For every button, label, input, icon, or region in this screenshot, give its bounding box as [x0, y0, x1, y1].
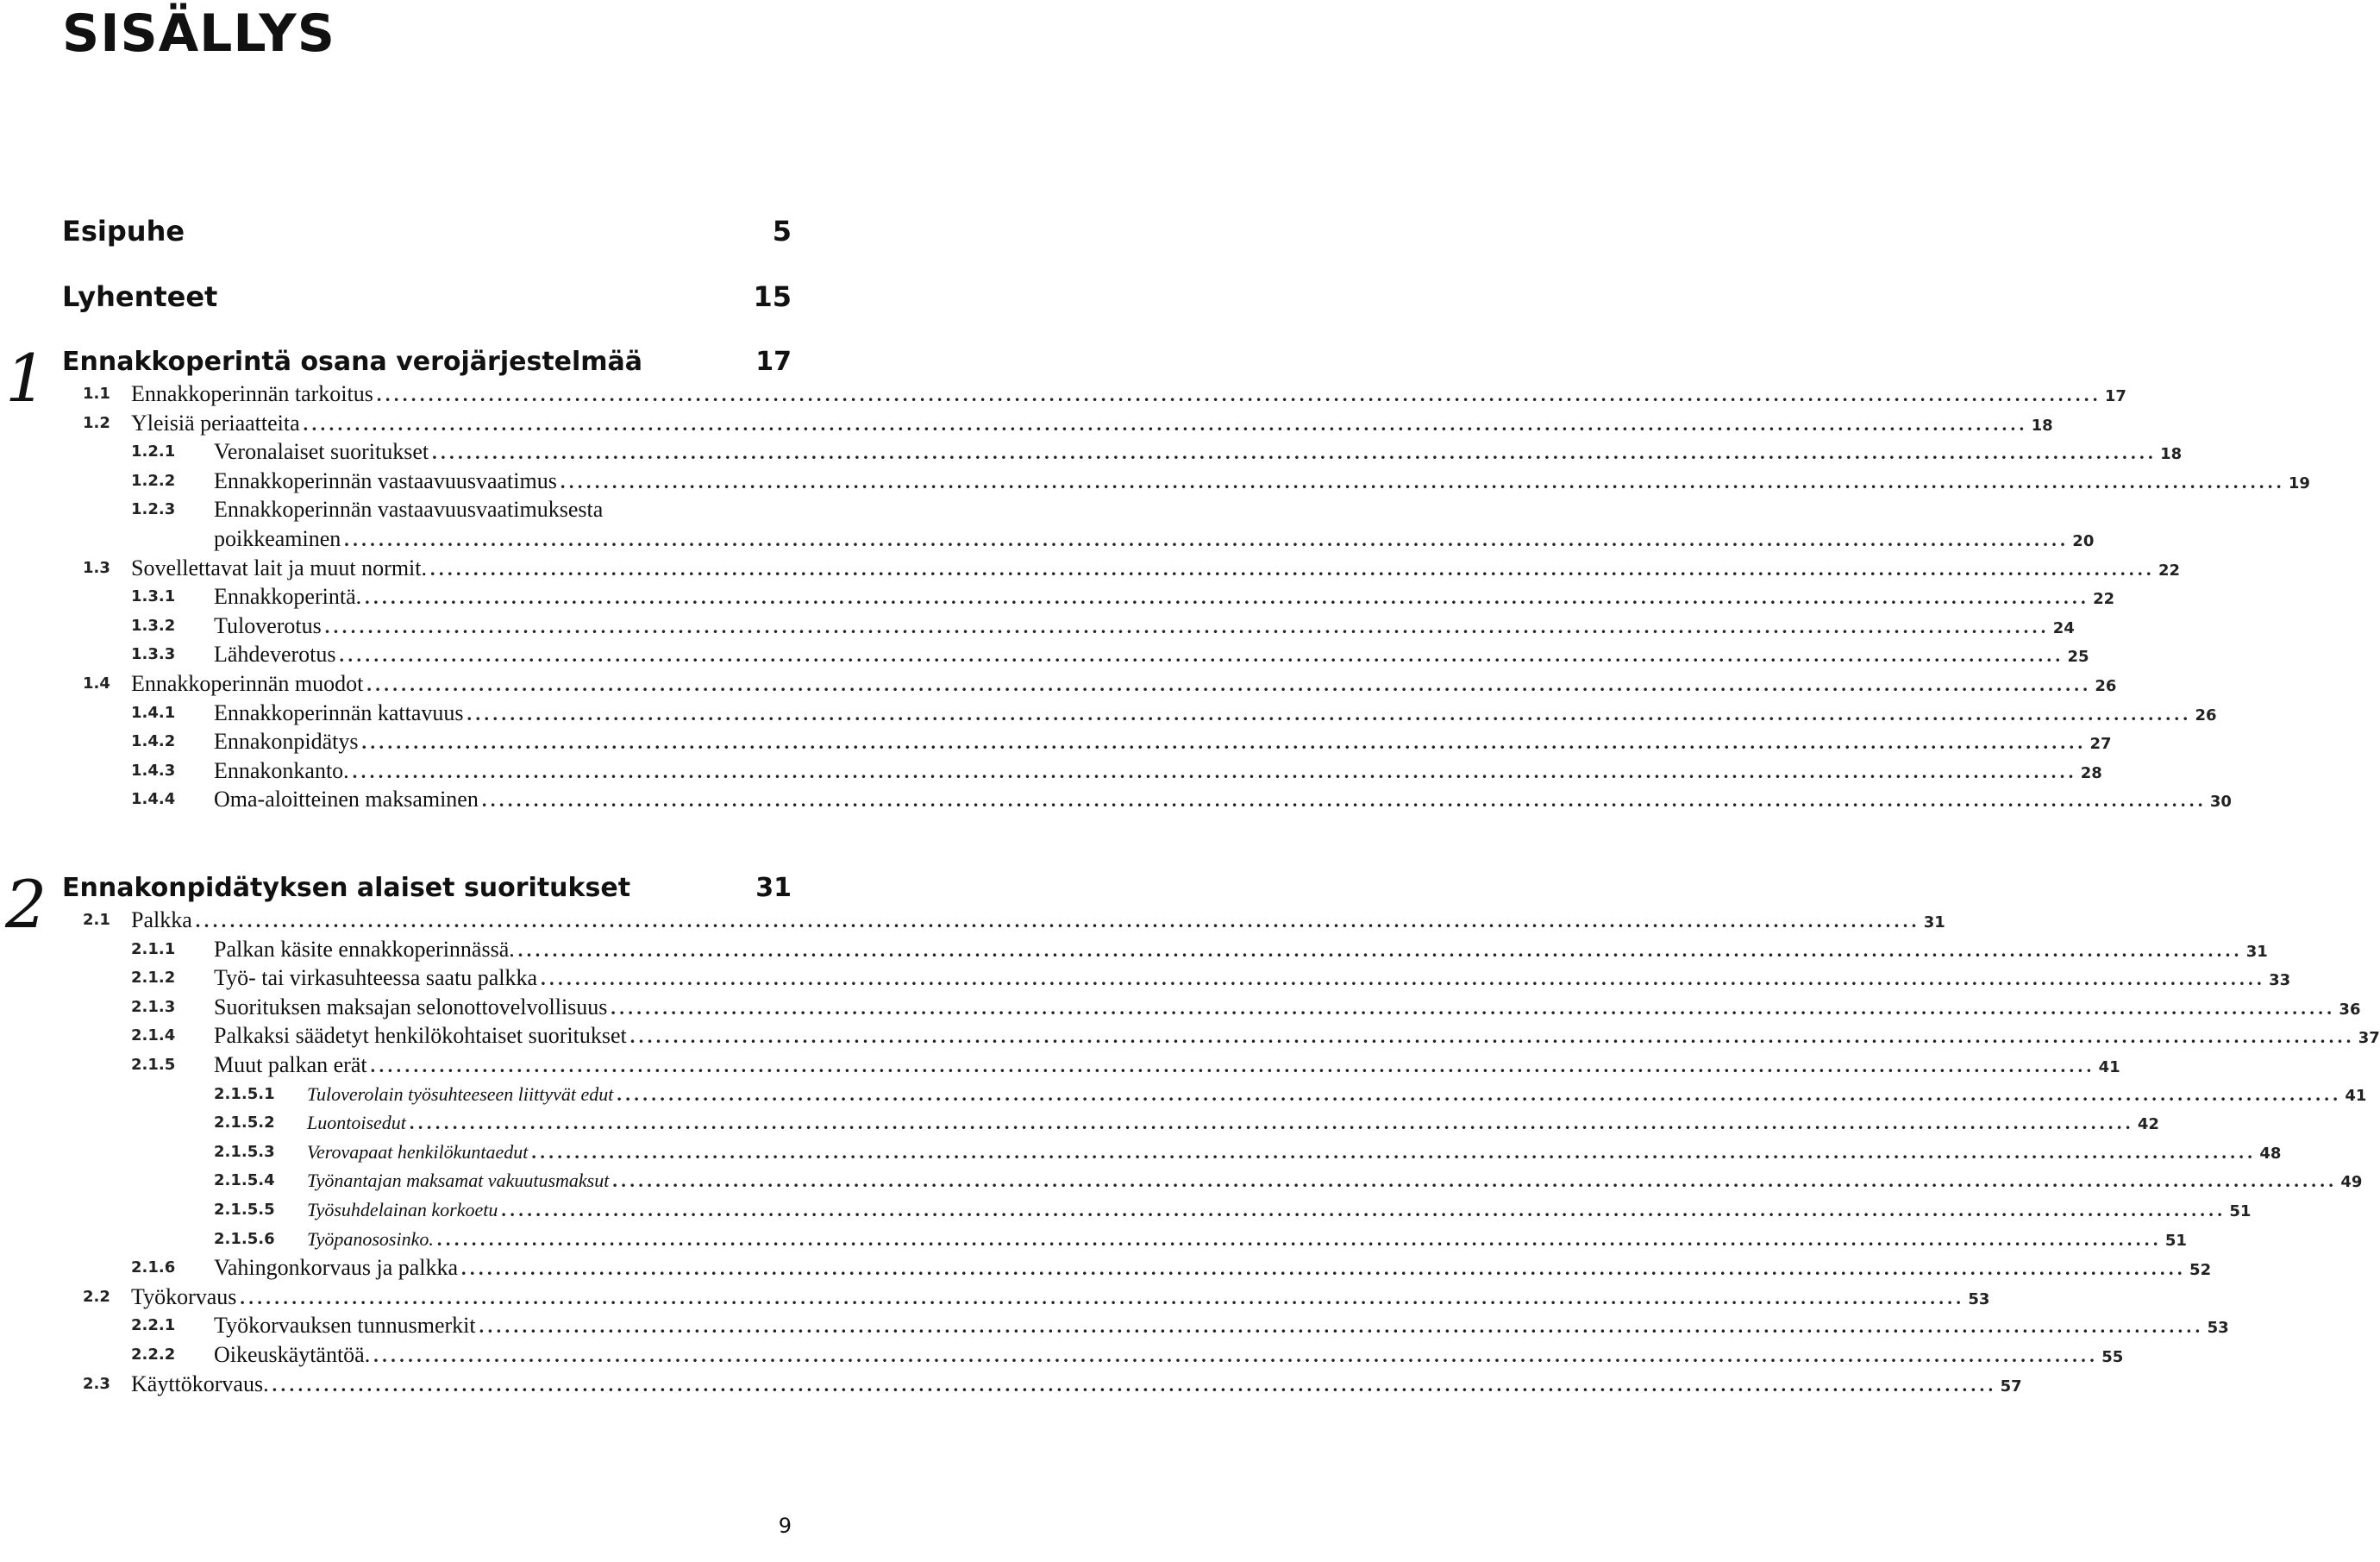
- chapter-1-entries: [0, 380, 2310, 814]
- chapter-heading[interactable]: [62, 343, 792, 381]
- toc-entry-title: Verovapaat henkilökuntaedut: [307, 1140, 529, 1163]
- chapter-title: Ennakonpidätyksen alaiset suoritukset: [62, 873, 631, 903]
- toc-entry-body: [214, 524, 2095, 556]
- toc-entry[interactable]: [0, 1370, 2022, 1399]
- dot-leader: ........................................................................................................................................................................................................: [303, 412, 2028, 435]
- chapter-page: 31: [755, 873, 792, 903]
- toc-entry[interactable]: [0, 756, 2102, 786]
- toc-entry-page: 36: [2339, 1000, 2361, 1019]
- toc-entry[interactable]: [0, 409, 2053, 438]
- toc-entry-title: Ennakkoperinnän tarkoitus: [131, 381, 373, 406]
- toc-entry-page: 53: [1968, 1289, 1990, 1308]
- dot-leader: ........................................................................................................................................................................................................: [436, 1227, 2162, 1250]
- toc-entry-number: 2.1.1: [131, 939, 176, 958]
- toc-entry-body: [131, 906, 1945, 938]
- dot-leader: ........................................................................................................................................................................................................: [629, 1026, 2355, 1048]
- toc-entry-number: 2.1.5.2: [214, 1113, 275, 1132]
- toc-entry[interactable]: [0, 1225, 2187, 1254]
- toc-entry-title: Palkaksi säädetyt henkilökohtaiset suoritukset: [214, 1023, 627, 1049]
- toc-entry-title: Työkorvauksen tunnusmerkit: [214, 1313, 476, 1339]
- toc-entry-page: 33: [2269, 971, 2291, 990]
- toc-entry-title: Ennakonkanto.: [214, 757, 349, 783]
- toc-entry-page: 37: [2358, 1029, 2380, 1048]
- toc-entry-number: 2.2: [83, 1287, 110, 1306]
- toc-entry-page: 41: [2345, 1086, 2367, 1105]
- dot-leader: ........................................................................................................................................................................................................: [612, 1170, 2338, 1192]
- toc-entry-page: 22: [2158, 561, 2181, 580]
- toc-entry-page: 20: [2072, 531, 2095, 550]
- toc-entry-page: 52: [2189, 1261, 2212, 1280]
- toc-entry-page: 26: [2095, 676, 2117, 695]
- toc-entry[interactable]: [0, 1080, 2367, 1109]
- toc-entry-number: 2.2.1: [131, 1316, 176, 1335]
- toc-entry-title: Ennakkoperinnän kattavuus: [214, 699, 464, 725]
- chapter-number: 1: [5, 340, 47, 417]
- toc-entry[interactable]: [0, 1108, 2159, 1138]
- dot-leader: ........................................................................................................................................................................................................: [373, 1344, 2099, 1366]
- toc-entry-body: [214, 582, 2115, 614]
- dot-leader: ........................................................................................................................................................................................................: [467, 702, 2192, 725]
- dot-leader: ........................................................................................................................................................................................................: [560, 470, 2285, 492]
- toc-entry-body: [214, 1021, 2380, 1053]
- toc-entry-body: [131, 1283, 1990, 1314]
- dot-leader: ........................................................................................................................................................................................................: [501, 1198, 2227, 1220]
- dot-leader: ........................................................................................................................................................................................................: [324, 615, 2050, 637]
- toc-entry-title: Lähdeverotus: [214, 642, 336, 668]
- toc-entry-page: 18: [2031, 416, 2053, 435]
- toc-entry-body: [307, 1138, 2282, 1169]
- toc-entry-number: 2.1.5.5: [214, 1200, 275, 1219]
- toc-entry-page: 53: [2207, 1319, 2229, 1338]
- toc-entry-number: 2.1.5.4: [214, 1171, 275, 1190]
- toc-entry-title: Vahingonkorvaus ja palkka: [214, 1255, 459, 1281]
- dot-leader: ........................................................................................................................................................................................................: [339, 644, 2064, 667]
- toc-entry-body: [214, 1051, 2120, 1082]
- dot-leader: ........................................................................................................................................................................................................: [461, 1258, 2187, 1280]
- toc-front-entry-abbreviations[interactable]: [62, 278, 792, 316]
- toc-entry-title: Tuloverolain työsuhteeseen liittyvät edut: [307, 1082, 614, 1105]
- toc-entry-number: 2.1.5: [131, 1055, 176, 1074]
- dot-leader: ........................................................................................................................................................................................................: [352, 760, 2077, 782]
- page-title: SISÄLLYS: [62, 3, 335, 64]
- toc-entry[interactable]: [0, 935, 2268, 964]
- dot-leader: ........................................................................................................................................................................................................: [365, 587, 2090, 609]
- toc-entry-page: 57: [2000, 1377, 2022, 1396]
- dot-leader: ........................................................................................................................................................................................................: [361, 731, 2087, 754]
- front-entry-title: Esipuhe: [62, 215, 185, 248]
- toc-entry-title: Palkka: [131, 907, 192, 932]
- toc-entry[interactable]: [0, 1253, 2212, 1283]
- toc-entry[interactable]: [0, 495, 828, 524]
- toc-entry-number: 2.1.4: [131, 1026, 176, 1045]
- toc-entry[interactable]: [0, 640, 2089, 669]
- toc-entry-page: 51: [2164, 1231, 2187, 1250]
- toc-entry-body: [214, 437, 2183, 469]
- toc-entry-page: 18: [2160, 445, 2183, 464]
- chapter-page: 17: [755, 347, 792, 377]
- toc-entry-page: 27: [2089, 735, 2112, 754]
- toc-entry-title: Yleisiä periaatteita: [131, 410, 300, 436]
- chapter-2-entries: [0, 906, 2380, 1398]
- toc-entry-title: Ennakkoperinnän muodot: [131, 670, 364, 696]
- toc-entry[interactable]: [0, 1021, 2380, 1051]
- dot-leader: ........................................................................................................................................................................................................: [617, 1082, 2342, 1105]
- dot-leader: ........................................................................................................................................................................................................: [479, 1315, 2204, 1338]
- toc-entry-title: Ennakkoperinnän vastaavuusvaatimuksesta: [214, 497, 604, 523]
- toc-entry-body: [214, 699, 2217, 731]
- toc-entry-body: [307, 1166, 2363, 1197]
- dot-leader: ........................................................................................................................................................................................................: [240, 1286, 1965, 1308]
- toc-entry-number: 1.2.3: [131, 500, 176, 519]
- toc-entry[interactable]: [0, 1311, 2229, 1340]
- chapter-number: 2: [5, 866, 47, 943]
- toc-entry[interactable]: [0, 727, 2112, 756]
- toc-entry-number: 2.3: [83, 1374, 110, 1393]
- toc-entry-number: 1.3.3: [131, 645, 176, 664]
- toc-entry[interactable]: [0, 1340, 2124, 1370]
- toc-entry-page: 25: [2067, 648, 2089, 667]
- toc-entry-page: 31: [2245, 942, 2268, 961]
- toc-entry-body: [214, 1311, 2229, 1343]
- toc-entry-title: Muut palkan erät: [214, 1051, 367, 1077]
- toc-entry-number: 2.1: [83, 911, 110, 929]
- dot-leader: ........................................................................................................................................................................................................: [344, 528, 2070, 550]
- toc-entry-number: 1.3.2: [131, 616, 176, 635]
- toc-entry-body: [214, 467, 2310, 499]
- toc-entry[interactable]: [0, 437, 2183, 467]
- toc-entry-body: [131, 1370, 2022, 1402]
- toc-entry-number: 1.4.4: [131, 790, 176, 809]
- toc-entry-title: poikkeaminen: [214, 525, 341, 551]
- toc-entry-body: [214, 727, 2112, 759]
- dot-leader: ........................................................................................................................................................................................................: [611, 996, 2336, 1019]
- dot-leader: ........................................................................................................................................................................................................: [531, 1140, 2257, 1163]
- toc-entry[interactable]: [0, 582, 2115, 612]
- toc-entry-number: 2.1.6: [131, 1258, 176, 1277]
- toc-entry[interactable]: [0, 612, 2075, 641]
- toc-entry[interactable]: [0, 1195, 2252, 1225]
- toc-entry-page: 19: [2288, 474, 2310, 492]
- dot-leader: ........................................................................................................................................................................................................: [517, 938, 2243, 961]
- toc-entry-page: 17: [2104, 387, 2126, 405]
- toc-entry-number: 1.4.3: [131, 761, 176, 780]
- toc-entry-page: 26: [2195, 706, 2217, 725]
- toc-entry-title: Oikeuskäytäntöä.: [214, 1341, 371, 1367]
- toc-entry-number: 1.2: [83, 413, 110, 432]
- toc-entry[interactable]: [0, 1138, 2282, 1167]
- toc-entry-title: Luontoisedut: [307, 1112, 406, 1134]
- toc-entry-page: 30: [2209, 793, 2232, 812]
- toc-entry-body: [307, 1108, 2159, 1139]
- toc-entry[interactable]: [0, 1283, 1990, 1312]
- toc-entry[interactable]: [0, 906, 1945, 935]
- toc-entry-body: [214, 785, 2232, 817]
- toc-entry-body: [214, 495, 792, 524]
- toc-entry-body: [307, 1225, 2187, 1256]
- toc-entry-body: [214, 756, 2102, 788]
- toc-entry-page: 31: [1923, 913, 1945, 932]
- toc-entry[interactable]: [0, 963, 2291, 993]
- chapter-heading[interactable]: [62, 869, 792, 907]
- toc-entry-body: [214, 612, 2075, 643]
- dot-leader: ........................................................................................................................................................................................................: [366, 673, 2092, 695]
- toc-entry-page: 49: [2340, 1173, 2363, 1192]
- toc-entry-page: 41: [2098, 1057, 2120, 1076]
- toc-entry-number: 1.4.1: [131, 703, 176, 722]
- toc-entry[interactable]: [0, 1051, 2120, 1080]
- toc-entry-page: 28: [2080, 763, 2102, 782]
- toc-entry-number: 1.3.1: [131, 587, 176, 606]
- toc-entry-number: 1.2.2: [131, 471, 176, 490]
- toc-entry-page: 42: [2137, 1115, 2159, 1134]
- dot-leader: ........................................................................................................................................................................................................: [481, 789, 2207, 812]
- toc-entry[interactable]: [0, 524, 2095, 554]
- toc-entry-title: Suorituksen maksajan selonottovelvollisuus: [214, 994, 608, 1019]
- toc-entry-number: 1.4.2: [131, 732, 176, 751]
- toc-entry-body: [214, 1340, 2124, 1372]
- toc-entry-title: Oma-aloitteinen maksaminen: [214, 787, 479, 812]
- dot-leader: ........................................................................................................................................................................................................: [370, 1054, 2095, 1076]
- toc-entry-number: 2.1.3: [131, 997, 176, 1016]
- toc-front-entry-preface[interactable]: [62, 212, 792, 250]
- toc-entry-body: [307, 1195, 2252, 1226]
- toc-entry-number: 2.1.5.6: [214, 1229, 275, 1248]
- toc-entry-page: 24: [2052, 618, 2075, 637]
- toc-entry-page: 48: [2259, 1144, 2282, 1163]
- toc-entry[interactable]: [0, 1166, 2363, 1195]
- dot-leader: ........................................................................................................................................................................................................: [272, 1373, 1997, 1396]
- toc-entry[interactable]: [0, 669, 2117, 699]
- dot-leader: ........................................................................................................................................................................................................: [541, 968, 2266, 990]
- toc-entry-body: [214, 640, 2089, 672]
- toc-entry-body: [214, 993, 2361, 1025]
- toc-entry-title: Ennakkoperintä.: [214, 584, 362, 610]
- toc-entry-number: 2.1.2: [131, 969, 176, 988]
- toc-entry[interactable]: [0, 554, 2181, 583]
- dot-leader: ........................................................................................................................................................................................................: [195, 910, 1920, 932]
- toc-entry-body: [214, 1253, 2212, 1285]
- dot-leader: ........................................................................................................................................................................................................: [430, 557, 2155, 580]
- toc-entry[interactable]: [0, 993, 2361, 1022]
- toc-entry-page: 51: [2229, 1201, 2252, 1220]
- toc-entry-title: Ennakkoperinnän vastaavuusvaatimus: [214, 467, 557, 493]
- toc-entry-title: Työ- tai virkasuhteessa saatu palkka: [214, 965, 538, 991]
- toc-entry-body: [214, 963, 2291, 995]
- toc-entry[interactable]: [0, 380, 2126, 409]
- toc-entry-title: Työpanososinko.: [307, 1227, 434, 1250]
- toc-entry-page: 55: [2101, 1347, 2124, 1366]
- dot-leader: ........................................................................................................................................................................................................: [409, 1112, 2134, 1134]
- toc-entry-title: Työkorvaus: [131, 1283, 237, 1309]
- toc-entry-number: 2.2.2: [131, 1345, 176, 1364]
- toc-entry-title: Sovellettavat lait ja muut normit.: [131, 555, 427, 580]
- chapter-title: Ennakkoperintä osana verojärjestelmää: [62, 347, 643, 377]
- toc-entry-number: 1.3: [83, 558, 110, 577]
- toc-entry-number: 1.1: [83, 385, 110, 403]
- toc-entry-page: 22: [2093, 590, 2115, 609]
- toc-entry-number: 1.4: [83, 674, 110, 693]
- toc-entry-number: 2.1.5.3: [214, 1142, 275, 1161]
- toc-entry-title: Työsuhdelainan korkoetu: [307, 1198, 498, 1220]
- toc-entry[interactable]: [0, 699, 2217, 728]
- toc-entry-title: Veronalaiset suoritukset: [214, 439, 429, 465]
- toc-entry-body: [131, 554, 2181, 586]
- toc-entry-body: [131, 669, 2117, 701]
- toc-entry-title: Ennakonpidätys: [214, 729, 359, 755]
- dot-leader: ........................................................................................................................................................................................................: [432, 442, 2158, 464]
- toc-entry-body: [131, 409, 2053, 441]
- front-entry-title: Lyhenteet: [62, 280, 218, 313]
- toc-entry-title: Käyttökorvaus.: [131, 1371, 269, 1396]
- toc-entry-body: [307, 1080, 2367, 1111]
- front-entry-page: 15: [753, 280, 792, 313]
- toc-entry[interactable]: [0, 467, 2310, 496]
- page-number: 9: [778, 1514, 792, 1538]
- toc-entry-title: Tuloverotus: [214, 612, 322, 638]
- toc-entry-number: 2.1.5.1: [214, 1084, 275, 1103]
- toc-entry[interactable]: [0, 785, 2232, 814]
- front-entry-page: 5: [772, 215, 792, 248]
- toc-entry-title: Työnantajan maksamat vakuutusmaksut: [307, 1170, 610, 1192]
- toc-entry-title: Palkan käsite ennakkoperinnässä.: [214, 936, 515, 962]
- toc-entry-body: [214, 935, 2268, 967]
- toc-entry-number: 1.2.1: [131, 442, 176, 461]
- toc-entry-body: [131, 380, 2126, 411]
- dot-leader: ........................................................................................................................................................................................................: [376, 384, 2101, 405]
